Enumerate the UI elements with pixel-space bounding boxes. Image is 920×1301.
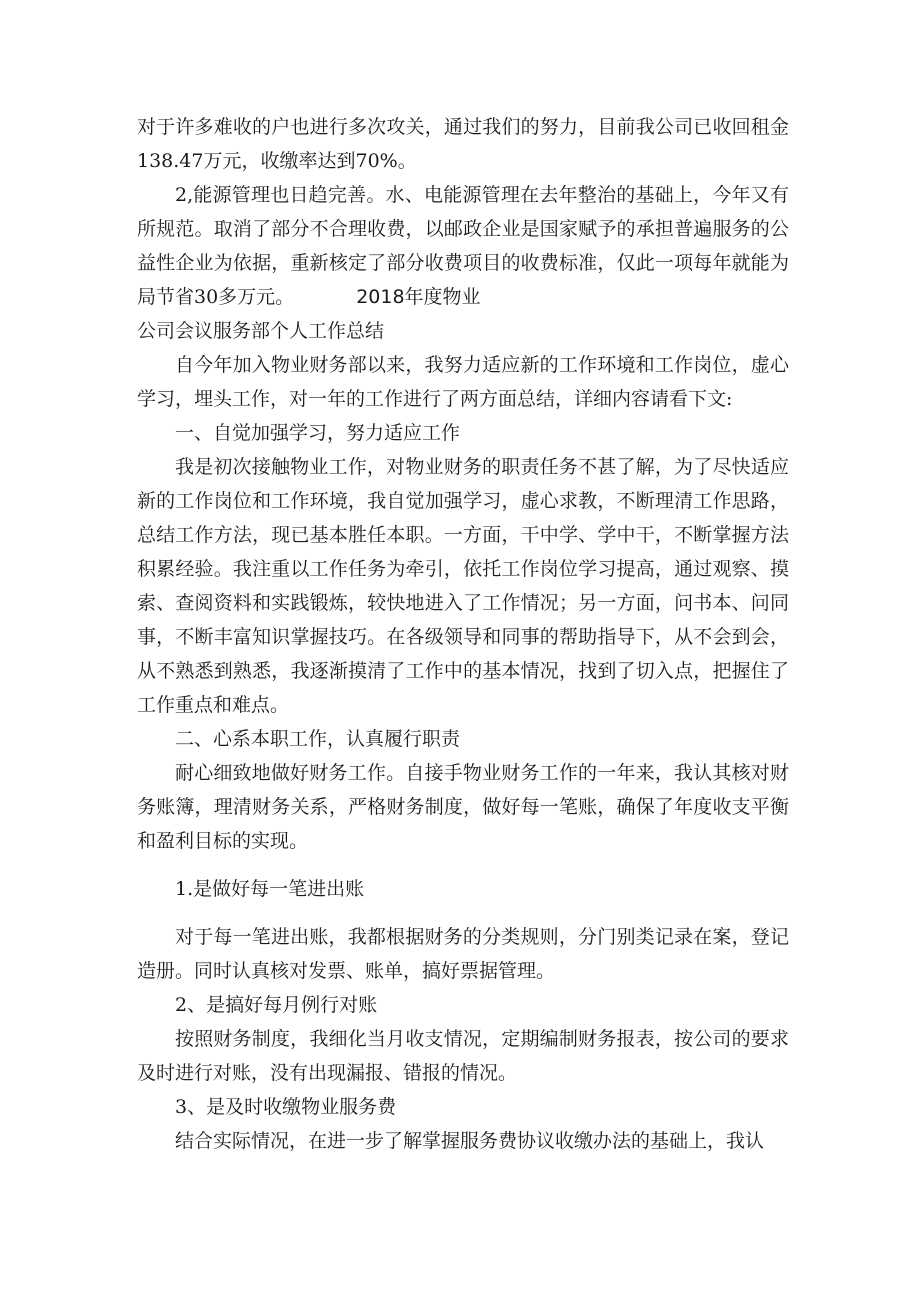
subheading-2: 2、是搞好每月例行对账	[175, 994, 378, 1016]
energy-management-text: 2,能源管理也日趋完善。水、电能源管理在去年整治的基础上，今年又有所规范。取消了部分不合理收费，以邮政企业是国家赋予的承担普遍服务的公益性企业为依据，重新核定了部分收费项目的收费标准，仅此一项每年就能为局节省30多万元。	[137, 184, 789, 308]
subheading-3: 3、是及时收缴物业服务费	[175, 1096, 397, 1118]
paragraph-rent-collection: 对于许多难收的户也进行多次攻关，通过我们的努力，目前我公司已收回租金138.47万元，收缴率达到70%。	[137, 116, 789, 172]
paragraph-intro: 自今年加入物业财务部以来，我努力适应新的工作环境和工作岗位，虚心学习，埋头工作，对一年的工作进行了两方面总结，详细内容请看下文:	[137, 354, 789, 410]
document-body	[137, 110, 789, 1158]
paragraph-accounts: 对于每一笔进出账，我都根据财务的分类规则，分门别类记录在案，登记造册。同时认真核对发票、账单，搞好票据管理。	[137, 926, 789, 982]
paragraph-fee-collection: 结合实际情况，在进一步了解掌握服务费协议收缴办法的基础上，我认	[175, 1130, 765, 1152]
subheading-1: 1.是做好每一笔进出账	[175, 878, 365, 900]
section-heading-1: 一、自觉加强学习，努力适应工作	[175, 422, 461, 444]
title-line-1: 2018年度物业	[356, 286, 481, 308]
paragraph-reconciliation: 按照财务制度，我细化当月收支情况，定期编制财务报表，按公司的要求及时进行对账，没有出现漏报、错报的情况。	[137, 1028, 789, 1084]
paragraph-finance-work: 耐心细致地做好财务工作。自接手物业财务工作的一年来，我认其核对财务账簿，理清财务关系，严格财务制度，做好每一笔账，确保了年度收支平衡和盈利目标的实现。	[137, 762, 789, 852]
paragraph-learning: 我是初次接触物业工作，对物业财务的职责任务不甚了解，为了尽快适应新的工作岗位和工作环境，我自觉加强学习，虚心求教，不断理清工作思路，总结工作方法，现已基本胜任本职。一方面，干中学、学中干，不断掌握方法积累经验。我注重以工作任务为牵引，依托工作岗位学习提高，通过观察、摸索、查阅资料和实践锻炼，较快地进入了工作情况；另一方面，问书本、问同事，不断丰富知识掌握技巧。在各级领导和同事的帮助指导下，从不会到会，从不熟悉到熟悉，我逐渐摸清了工作中的基本情况，找到了切入点，把握住了工作重点和难点。	[137, 456, 789, 716]
title-line-2: 公司会议服务部个人工作总结	[137, 320, 385, 342]
paragraph-energy-management	[137, 178, 789, 314]
section-heading-2: 二、心系本职工作，认真履行职责	[175, 728, 461, 750]
